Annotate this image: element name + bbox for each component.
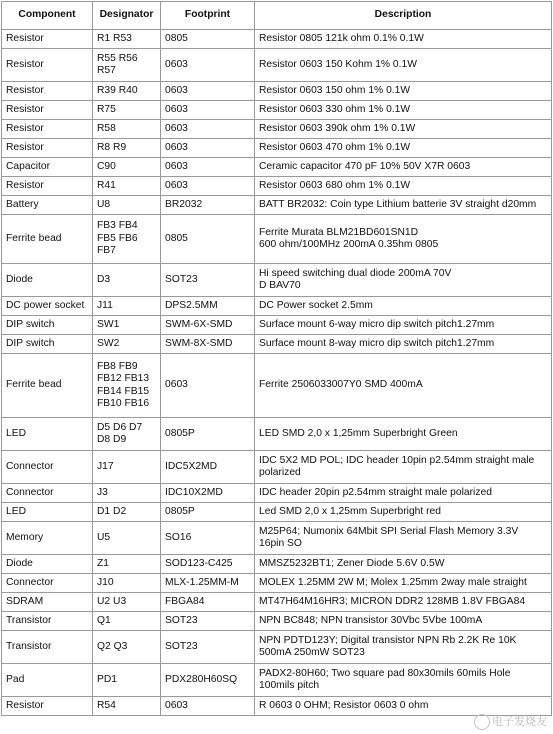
table-row (2, 215, 552, 264)
cell-footprint: SOD123-C425 (161, 555, 255, 574)
cell-designator: J11 (93, 297, 161, 316)
cell-component: Resistor (2, 120, 93, 139)
cell-description: DC Power socket 2.5mm (255, 297, 552, 316)
cell-designator: D3 (93, 264, 161, 297)
table-row (2, 354, 552, 418)
cell-description: Hi speed switching dual diode 200mA 70V D BAV70 (255, 264, 552, 297)
cell-description: LED SMD 2,0 x 1,25mm Superbright Green (255, 418, 552, 451)
table-row (2, 664, 552, 697)
cell-description: MMSZ5232BT1; Zener Diode 5.6V 0.5W (255, 555, 552, 574)
cell-component: Memory (2, 522, 93, 555)
cell-footprint: PDX280H60SQ (161, 664, 255, 697)
cell-designator: FB3 FB4 FB5 FB6 FB7 (93, 215, 161, 264)
cell-designator: SW1 (93, 316, 161, 335)
cell-component: LED (2, 418, 93, 451)
cell-component: Transistor (2, 631, 93, 664)
cell-footprint: SOT23 (161, 631, 255, 664)
table-row (2, 49, 552, 82)
cell-component: Capacitor (2, 158, 93, 177)
cell-footprint: 0603 (161, 82, 255, 101)
cell-description: M25P64; Numonix 64Mbit SPI Serial Flash Memory 3.3V 16pin SO (255, 522, 552, 555)
cell-designator: R39 R40 (93, 82, 161, 101)
bom-table-body (2, 30, 552, 716)
cell-designator: FB8 FB9 FB12 FB13 FB14 FB15 FB10 FB16 (93, 354, 161, 418)
cell-component: DIP switch (2, 316, 93, 335)
cell-description: Surface mount 6-way micro dip switch pitch1.27mm (255, 316, 552, 335)
cell-component: Resistor (2, 49, 93, 82)
cell-description: Led SMD 2,0 x 1,25mm Superbright red (255, 503, 552, 522)
cell-footprint: 0603 (161, 120, 255, 139)
cell-description: R 0603 0 OHM; Resistor 0603 0 ohm (255, 697, 552, 716)
cell-designator: U5 (93, 522, 161, 555)
table-row (2, 484, 552, 503)
cell-footprint: 0603 (161, 49, 255, 82)
cell-description: Surface mount 8-way micro dip switch pitch1.27mm (255, 335, 552, 354)
cell-component: Diode (2, 264, 93, 297)
cell-component: DIP switch (2, 335, 93, 354)
cell-designator: D5 D6 D7 D8 D9 (93, 418, 161, 451)
cell-component: Resistor (2, 101, 93, 120)
cell-description: Resistor 0603 150 ohm 1% 0.1W (255, 82, 552, 101)
cell-footprint: 0805P (161, 418, 255, 451)
cell-component: Pad (2, 664, 93, 697)
cell-description: Ceramic capacitor 470 pF 10% 50V X7R 0603 (255, 158, 552, 177)
cell-description: IDC 5X2 MD POL; IDC header 10pin p2.54mm straight male polarized (255, 451, 552, 484)
cell-description: Ferrite 2506033007Y0 SMD 400mA (255, 354, 552, 418)
cell-designator: Q1 (93, 612, 161, 631)
cell-designator: U2 U3 (93, 593, 161, 612)
cell-footprint: SOT23 (161, 264, 255, 297)
column-header-designator: Designator (93, 2, 161, 30)
cell-component: Resistor (2, 697, 93, 716)
cell-designator: R54 (93, 697, 161, 716)
table-row (2, 120, 552, 139)
cell-description: MOLEX 1.25MM 2W M; Molex 1.25mm 2way male straight (255, 574, 552, 593)
cell-footprint: 0603 (161, 158, 255, 177)
cell-footprint: BR2032 (161, 196, 255, 215)
table-row (2, 335, 552, 354)
cell-component: Battery (2, 196, 93, 215)
cell-component: Connector (2, 451, 93, 484)
cell-description: Resistor 0805 121k ohm 0.1% 0.1W (255, 30, 552, 49)
cell-footprint: MLX-1.25MM-M (161, 574, 255, 593)
table-row (2, 697, 552, 716)
cell-footprint: SO16 (161, 522, 255, 555)
table-row (2, 316, 552, 335)
cell-designator: SW2 (93, 335, 161, 354)
cell-description: Ferrite Murata BLM21BD601SN1D 600 ohm/100MHz 200mA 0.35hm 0805 (255, 215, 552, 264)
cell-component: Diode (2, 555, 93, 574)
table-row (2, 297, 552, 316)
table-row (2, 139, 552, 158)
table-row (2, 612, 552, 631)
cell-component: LED (2, 503, 93, 522)
cell-description: Resistor 0603 150 Kohm 1% 0.1W (255, 49, 552, 82)
cell-component: Resistor (2, 30, 93, 49)
header-row (2, 2, 552, 30)
cell-designator: C90 (93, 158, 161, 177)
cell-designator: J3 (93, 484, 161, 503)
table-row (2, 574, 552, 593)
cell-description: MT47H64M16HR3; MICRON DDR2 128MB 1.8V FBGA84 (255, 593, 552, 612)
cell-component: Ferrite bead (2, 354, 93, 418)
cell-footprint: 0603 (161, 101, 255, 120)
cell-footprint: 0805P (161, 503, 255, 522)
cell-designator: R75 (93, 101, 161, 120)
cell-designator: R1 R53 (93, 30, 161, 49)
watermark-logo-icon (474, 714, 490, 730)
cell-footprint: IDC10X2MD (161, 484, 255, 503)
cell-designator: R8 R9 (93, 139, 161, 158)
cell-footprint: 0603 (161, 354, 255, 418)
table-row (2, 418, 552, 451)
cell-footprint: IDC5X2MD (161, 451, 255, 484)
cell-component: Resistor (2, 177, 93, 196)
table-row (2, 522, 552, 555)
cell-designator: R55 R56 R57 (93, 49, 161, 82)
cell-footprint: SWM-6X-SMD (161, 316, 255, 335)
table-row (2, 30, 552, 49)
cell-component: Ferrite bead (2, 215, 93, 264)
cell-description: Resistor 0603 330 ohm 1% 0.1W (255, 101, 552, 120)
table-row (2, 555, 552, 574)
cell-component: Transistor (2, 612, 93, 631)
cell-footprint: FBGA84 (161, 593, 255, 612)
table-row (2, 82, 552, 101)
cell-component: Connector (2, 484, 93, 503)
table-row (2, 451, 552, 484)
table-row (2, 264, 552, 297)
cell-description: Resistor 0603 680 ohm 1% 0.1W (255, 177, 552, 196)
cell-footprint: 0603 (161, 139, 255, 158)
cell-footprint: 0805 (161, 215, 255, 264)
cell-component: SDRAM (2, 593, 93, 612)
watermark-text: 电子发烧友 (492, 715, 547, 728)
cell-designator: Q2 Q3 (93, 631, 161, 664)
cell-designator: U8 (93, 196, 161, 215)
cell-component: Resistor (2, 82, 93, 101)
table-row (2, 631, 552, 664)
cell-designator: J17 (93, 451, 161, 484)
cell-description: NPN BC848; NPN transistor 30Vbc 5Vbe 100mA (255, 612, 552, 631)
cell-description: BATT BR2032: Coin type Lithium batterie 3V straight d20mm (255, 196, 552, 215)
table-row (2, 177, 552, 196)
cell-description: PADX2-80H60; Two square pad 80x30mils 60mils Hole 100mils pitch (255, 664, 552, 697)
cell-component: Connector (2, 574, 93, 593)
cell-description: Resistor 0603 470 ohm 1% 0.1W (255, 139, 552, 158)
cell-footprint: SWM-8X-SMD (161, 335, 255, 354)
column-header-component: Component (2, 2, 93, 30)
cell-component: Resistor (2, 139, 93, 158)
table-row (2, 101, 552, 120)
cell-footprint: DPS2.5MM (161, 297, 255, 316)
cell-description: Resistor 0603 390k ohm 1% 0.1W (255, 120, 552, 139)
cell-description: IDC header 20pin p2.54mm straight male polarized (255, 484, 552, 503)
table-row (2, 593, 552, 612)
cell-footprint: 0805 (161, 30, 255, 49)
column-header-footprint: Footprint (161, 2, 255, 30)
table-row (2, 503, 552, 522)
bom-table (1, 1, 552, 716)
table-row (2, 196, 552, 215)
cell-designator: Z1 (93, 555, 161, 574)
column-header-description: Description (255, 2, 552, 30)
cell-designator: PD1 (93, 664, 161, 697)
cell-footprint: 0603 (161, 177, 255, 196)
cell-designator: J10 (93, 574, 161, 593)
cell-footprint: SOT23 (161, 612, 255, 631)
cell-designator: R58 (93, 120, 161, 139)
cell-footprint: 0603 (161, 697, 255, 716)
cell-designator: R41 (93, 177, 161, 196)
cell-description: NPN PDTD123Y; Digital transistor NPN Rb 2.2K Re 10K 500mA 250mW SOT23 (255, 631, 552, 664)
cell-component: DC power socket (2, 297, 93, 316)
table-row (2, 158, 552, 177)
cell-designator: D1 D2 (93, 503, 161, 522)
